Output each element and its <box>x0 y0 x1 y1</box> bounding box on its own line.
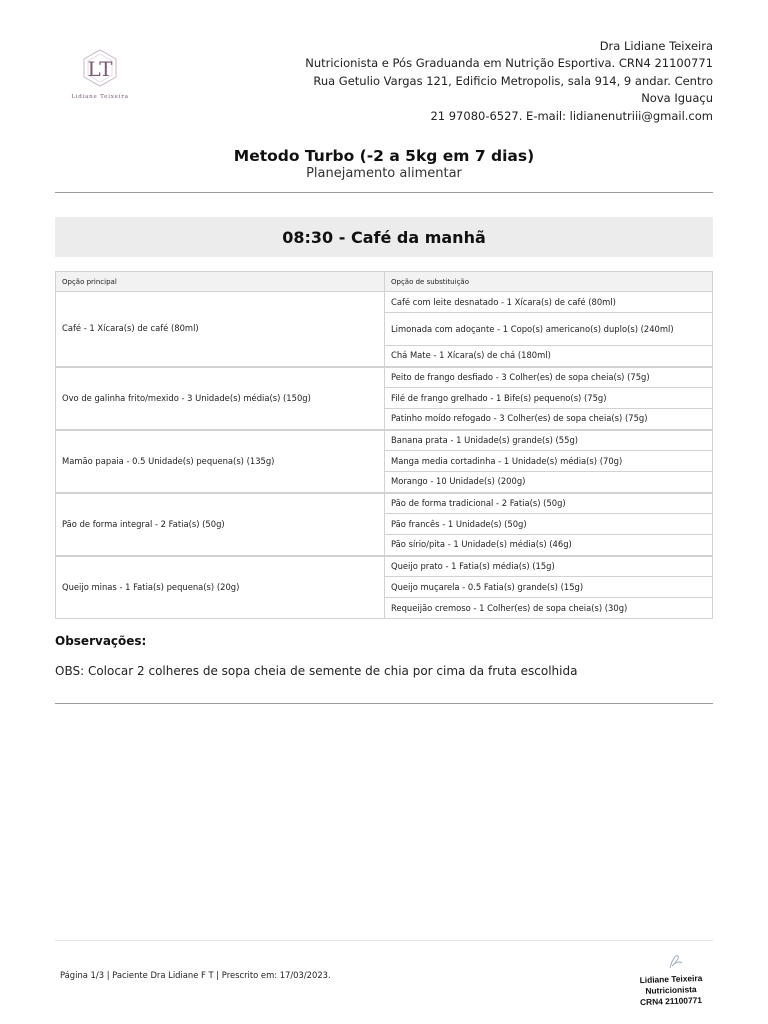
contact-line: Nutricionista e Pós Graduanda em Nutrição Esportiva. CRN4 21100771 <box>305 56 713 71</box>
logo-emblem-icon <box>63 46 137 96</box>
table-row <box>56 292 713 313</box>
contact-line: Dra Lidiane Teixeira <box>599 39 713 53</box>
table-row <box>56 430 713 451</box>
main-option-cell: Café - 1 Xícara(s) de café (80ml) <box>56 292 385 367</box>
table-row <box>56 493 713 514</box>
document-title: Metodo Turbo (-2 a 5kg em 7 dias) <box>233 147 535 165</box>
substitution-cell: Café com leite desnatado - 1 Xícara(s) de café (80ml) <box>385 292 713 313</box>
substitution-cell: Pão sírio/pita - 1 Unidade(s) média(s) (46g) <box>385 535 713 556</box>
column-header-substitution: Opção de substituição <box>385 272 713 292</box>
substitution-cell: Filé de frango grelhado - 1 Bife(s) pequeno(s) (75g) <box>385 388 713 409</box>
contact-block <box>305 38 713 125</box>
substitution-cell: Peito de frango desfiado - 3 Colher(es) de sopa cheia(s) (75g) <box>385 367 713 388</box>
logo-monogram: LT <box>87 57 113 81</box>
divider <box>55 703 713 704</box>
substitution-cell: Morango - 10 Unidade(s) (200g) <box>385 472 713 493</box>
substitution-cell: Limonada com adoçante - 1 Copo(s) americano(s) duplo(s) (240ml) <box>385 313 713 346</box>
signature-stamp <box>626 950 716 1006</box>
substitution-cell: Pão de forma tradicional - 2 Fatia(s) (50g) <box>385 493 713 514</box>
meal-table <box>55 271 713 619</box>
letterhead <box>55 38 713 123</box>
substitution-cell: Patinho moído refogado - 3 Colher(es) de sopa cheia(s) (75g) <box>385 409 713 430</box>
signature-title: Nutricionista <box>645 984 697 996</box>
table-header-row <box>56 272 713 292</box>
footer-text: Página 1/3 | Paciente Dra Lidiane F T | Prescrito em: 17/03/2023. <box>60 970 331 980</box>
contact-line: Nova Iguaçu <box>641 91 713 106</box>
main-option-cell: Queijo minas - 1 Fatia(s) pequena(s) (20g) <box>56 556 385 619</box>
contact-line: 21 97080-6527. E-mail: lidianenutriii@gmail.com <box>430 108 713 123</box>
substitution-cell: Requeijão cremoso - 1 Colher(es) de sopa cheia(s) (30g) <box>385 598 713 619</box>
observations-title: Observações: <box>55 634 147 648</box>
document-title-block <box>55 146 713 182</box>
signature-name: Lidiane Teixeira <box>639 972 703 986</box>
substitution-cell: Banana prata - 1 Unidade(s) grande(s) (55g) <box>385 430 713 451</box>
table-row <box>56 367 713 388</box>
substitution-cell: Chá Mate - 1 Xícara(s) de chá (180ml) <box>385 346 713 367</box>
document-subtitle: Planejamento alimentar <box>306 166 462 181</box>
logo <box>63 46 137 118</box>
signature-registration: CRN4 21100771 <box>639 994 703 1008</box>
divider <box>55 192 713 193</box>
substitution-cell: Manga media cortadinha - 1 Unidade(s) média(s) (70g) <box>385 451 713 472</box>
substitution-cell: Queijo muçarela - 0.5 Fatia(s) grande(s) (15g) <box>385 577 713 598</box>
column-header-main: Opção principal <box>56 272 385 292</box>
substitution-cell: Pão francês - 1 Unidade(s) (50g) <box>385 514 713 535</box>
main-option-cell: Ovo de galinha frito/mexido - 3 Unidade(s) média(s) (150g) <box>56 367 385 430</box>
observations-text: OBS: Colocar 2 colheres de sopa cheia de semente de chia por cima da fruta escolhida <box>55 664 578 678</box>
main-option-cell: Pão de forma integral - 2 Fatia(s) (50g) <box>56 493 385 556</box>
table-row <box>56 556 713 577</box>
substitution-cell: Queijo prato - 1 Fatia(s) média(s) (15g) <box>385 556 713 577</box>
signature-scribble-icon <box>626 950 716 970</box>
main-option-cell: Mamão papaia - 0.5 Unidade(s) pequena(s) (135g) <box>56 430 385 493</box>
logo-caption: Lidiane Teixeira <box>71 94 129 100</box>
footer-divider <box>55 940 713 941</box>
contact-line: Rua Getulio Vargas 121, Edificio Metropolis, sala 914, 9 andar. Centro <box>313 73 713 88</box>
meal-heading: 08:30 - Café da manhã <box>55 217 713 257</box>
